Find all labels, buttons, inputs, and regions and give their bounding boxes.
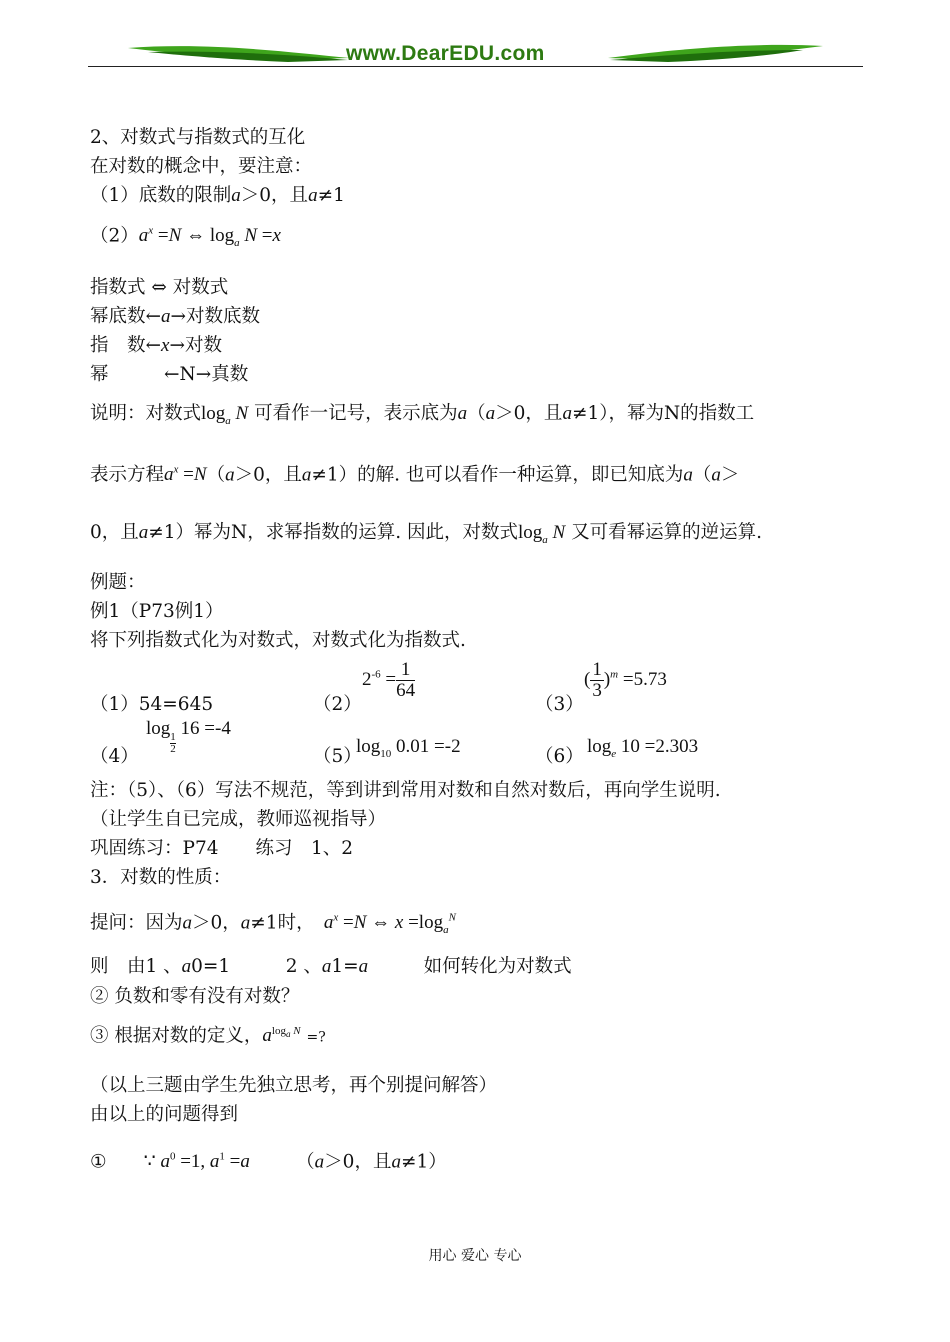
self-complete-line: （让学生自已完成，教师巡视指导） — [90, 809, 387, 830]
question-line: 提问：因为a＞0，a≠1时， $a^x =N$ ⇔ $x =\log_a^N$ — [90, 912, 456, 937]
item-6-formula: $\log_e 10 =2.303$ — [587, 736, 699, 760]
intro-line: 在对数的概念中，要注意： — [90, 156, 313, 177]
item-6-label: （6） — [535, 746, 584, 767]
examples-heading: 例题： — [90, 572, 146, 593]
map-row-3: 指 数←x→对数 — [90, 335, 222, 356]
map-row-2: 幂底数←a→对数底数 — [90, 306, 261, 327]
explain-line-3: 0，且a≠1）幂为N，求幂指数的运算. 因此，对数式$\log_a N$ 又可看幂运算的逆运算. — [90, 522, 763, 546]
example-1-heading: 例1（P73例1） — [90, 601, 224, 622]
then-line: 则 由1 、a0=1 2 、a1=a 如何转化为对数式 — [90, 956, 572, 977]
section-3-title: 3．对数的性质： — [90, 867, 232, 888]
item-2-formula: $2^{-6}$ = $\frac{1}{64}$ — [362, 659, 416, 701]
practice-line: 巩固练习：P74 练习 1、2 — [90, 838, 354, 859]
item-4-formula: log $\frac{1}{2}$ 16 =-4 — [146, 718, 231, 755]
section-2-title: 2、对数式与指数式的互化 — [90, 127, 306, 148]
item-2-label: （2） — [313, 694, 362, 715]
item-5-formula: $\log_{10} 0.01 =-2$ — [356, 736, 461, 760]
conclusion-lead: 由以上的问题得到 — [90, 1104, 239, 1125]
note-line: 注：（5）、（6）写法不规范，等到讲到常用对数和自然对数后，再向学生说明. — [90, 780, 721, 801]
item-3-label: （3） — [535, 694, 584, 715]
item-4-label: （4） — [90, 746, 139, 767]
map-row-4: 幂 ←N→真数 — [90, 364, 249, 385]
example-task: 将下列指数式化为对数式，对数式化为指数式. — [90, 630, 466, 651]
point-1: （1）底数的限制a＞0，且a≠1 — [90, 185, 345, 206]
think-line: （以上三题由学生先独立思考，再个别提问解答） — [90, 1075, 498, 1096]
conclusion-1: ① ∵ $a^0 =1$, $a^1 =a$ （a＞0，且a≠1） — [90, 1151, 447, 1173]
site-logo-text: www.DearEDU.com — [346, 42, 545, 65]
question-3: ③ 根据对数的定义，$a^{log_a N}$ =? — [90, 1025, 326, 1047]
point-2: $(2)a^x =N$ ⇔ $\log_a N =x$ — [90, 225, 281, 250]
explain-line-2: 表示方程$a^x =N(a>0$，且a≠1）的解. 也可以看作一种运算，即已知底为a（a＞ — [90, 464, 740, 486]
question-2: ② 负数和零有没有对数？ — [90, 986, 300, 1007]
map-row-1: 指数式 ⇔ 对数式 — [90, 277, 229, 298]
header-rule — [88, 66, 863, 67]
item-5-label: （5） — [313, 746, 362, 767]
page-footer: 用心 爱心 专心 — [428, 1248, 522, 1264]
item-3-formula: ( $\frac{1}{3}$ )$^m$ =5.73 — [584, 659, 667, 701]
item-1: （1）54=645 — [90, 694, 214, 715]
explain-line-1: 说明：对数式$\log_a N$ 可看作一记号，表示底为a（a＞0，且a≠1），幂为N的指数工 — [90, 403, 755, 427]
